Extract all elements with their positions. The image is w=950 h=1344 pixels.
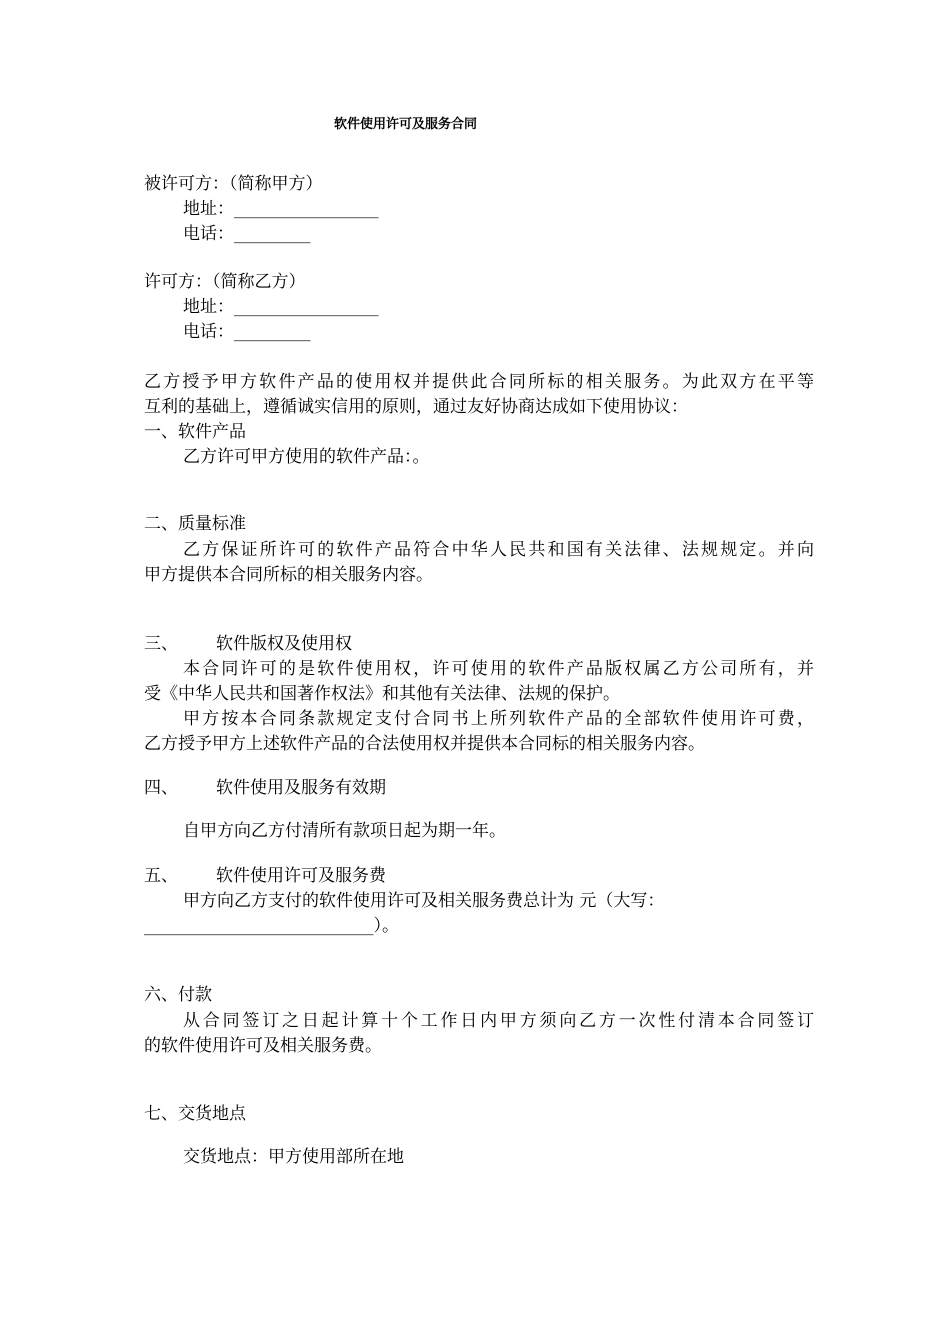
section-4-text: 自甲方向乙方付清所有款项日起为期一年。 xyxy=(183,821,506,841)
licensee-phone: 电话：_________ xyxy=(183,224,311,244)
licensor-label: 许可方：（简称乙方） xyxy=(144,272,306,292)
section-5-number: 五、 xyxy=(144,866,178,886)
licensee-label: 被许可方：（简称甲方） xyxy=(144,174,323,194)
section-5-title: 软件使用许可及服务费 xyxy=(216,866,386,886)
section-6-text-2: 的软件使用许可及相关服务费。 xyxy=(144,1036,382,1056)
section-4-heading xyxy=(144,776,386,800)
licensor-phone: 电话：_________ xyxy=(183,322,311,342)
section-5-heading xyxy=(144,864,386,888)
section-3-text-4: 乙方授予甲方上述软件产品的合法使用权并提供本合同标的相关服务内容。 xyxy=(144,734,705,754)
section-2-heading: 二、质量标准 xyxy=(144,514,246,534)
section-3-number: 三、 xyxy=(144,634,178,654)
section-3-text-3: 甲方按本合同条款规定支付合同书上所列软件产品的全部软件使用许可费， xyxy=(183,709,814,729)
section-7-heading: 七、交货地点 xyxy=(144,1104,246,1124)
section-3-heading xyxy=(144,632,352,656)
section-4-title: 软件使用及服务有效期 xyxy=(216,778,386,798)
section-4-number: 四、 xyxy=(144,778,178,798)
section-1-heading: 一、软件产品 xyxy=(144,422,246,442)
licensor-address: 地址：_________________ xyxy=(183,297,379,317)
section-3-title: 软件版权及使用权 xyxy=(216,634,352,654)
section-3-text-2: 受《中华人民共和国著作权法》和其他有关法律、法规的保护。 xyxy=(144,684,620,704)
section-3-text-1: 本合同许可的是软件使用权，许可使用的软件产品版权属乙方公司所有，并 xyxy=(183,659,814,679)
document-title: 软件使用许可及服务合同 xyxy=(334,117,478,132)
section-5-text-1: 甲方向乙方支付的软件使用许可及相关服务费总计为 元（大写： xyxy=(183,891,665,911)
section-5-text-2: ___________________________）。 xyxy=(144,916,399,936)
intro-line-1: 乙方授予甲方软件产品的使用权并提供此合同所标的相关服务。为此双方在平等 xyxy=(144,372,814,392)
section-6-heading: 六、付款 xyxy=(144,985,212,1005)
section-2-text-2: 甲方提供本合同所标的相关服务内容。 xyxy=(144,565,433,585)
section-6-text-1: 从合同签订之日起计算十个工作日内甲方须向乙方一次性付清本合同签订 xyxy=(183,1011,814,1031)
intro-line-2: 互利的基础上，遵循诚实信用的原则，通过友好协商达成如下使用协议： xyxy=(144,397,688,417)
licensee-address: 地址：_________________ xyxy=(183,199,379,219)
section-7-text: 交货地点：甲方使用部所在地 xyxy=(183,1147,404,1167)
section-1-text: 乙方许可甲方使用的软件产品：。 xyxy=(183,447,430,467)
section-2-text-1: 乙方保证所许可的软件产品符合中华人民共和国有关法律、法规规定。并向 xyxy=(183,540,814,560)
